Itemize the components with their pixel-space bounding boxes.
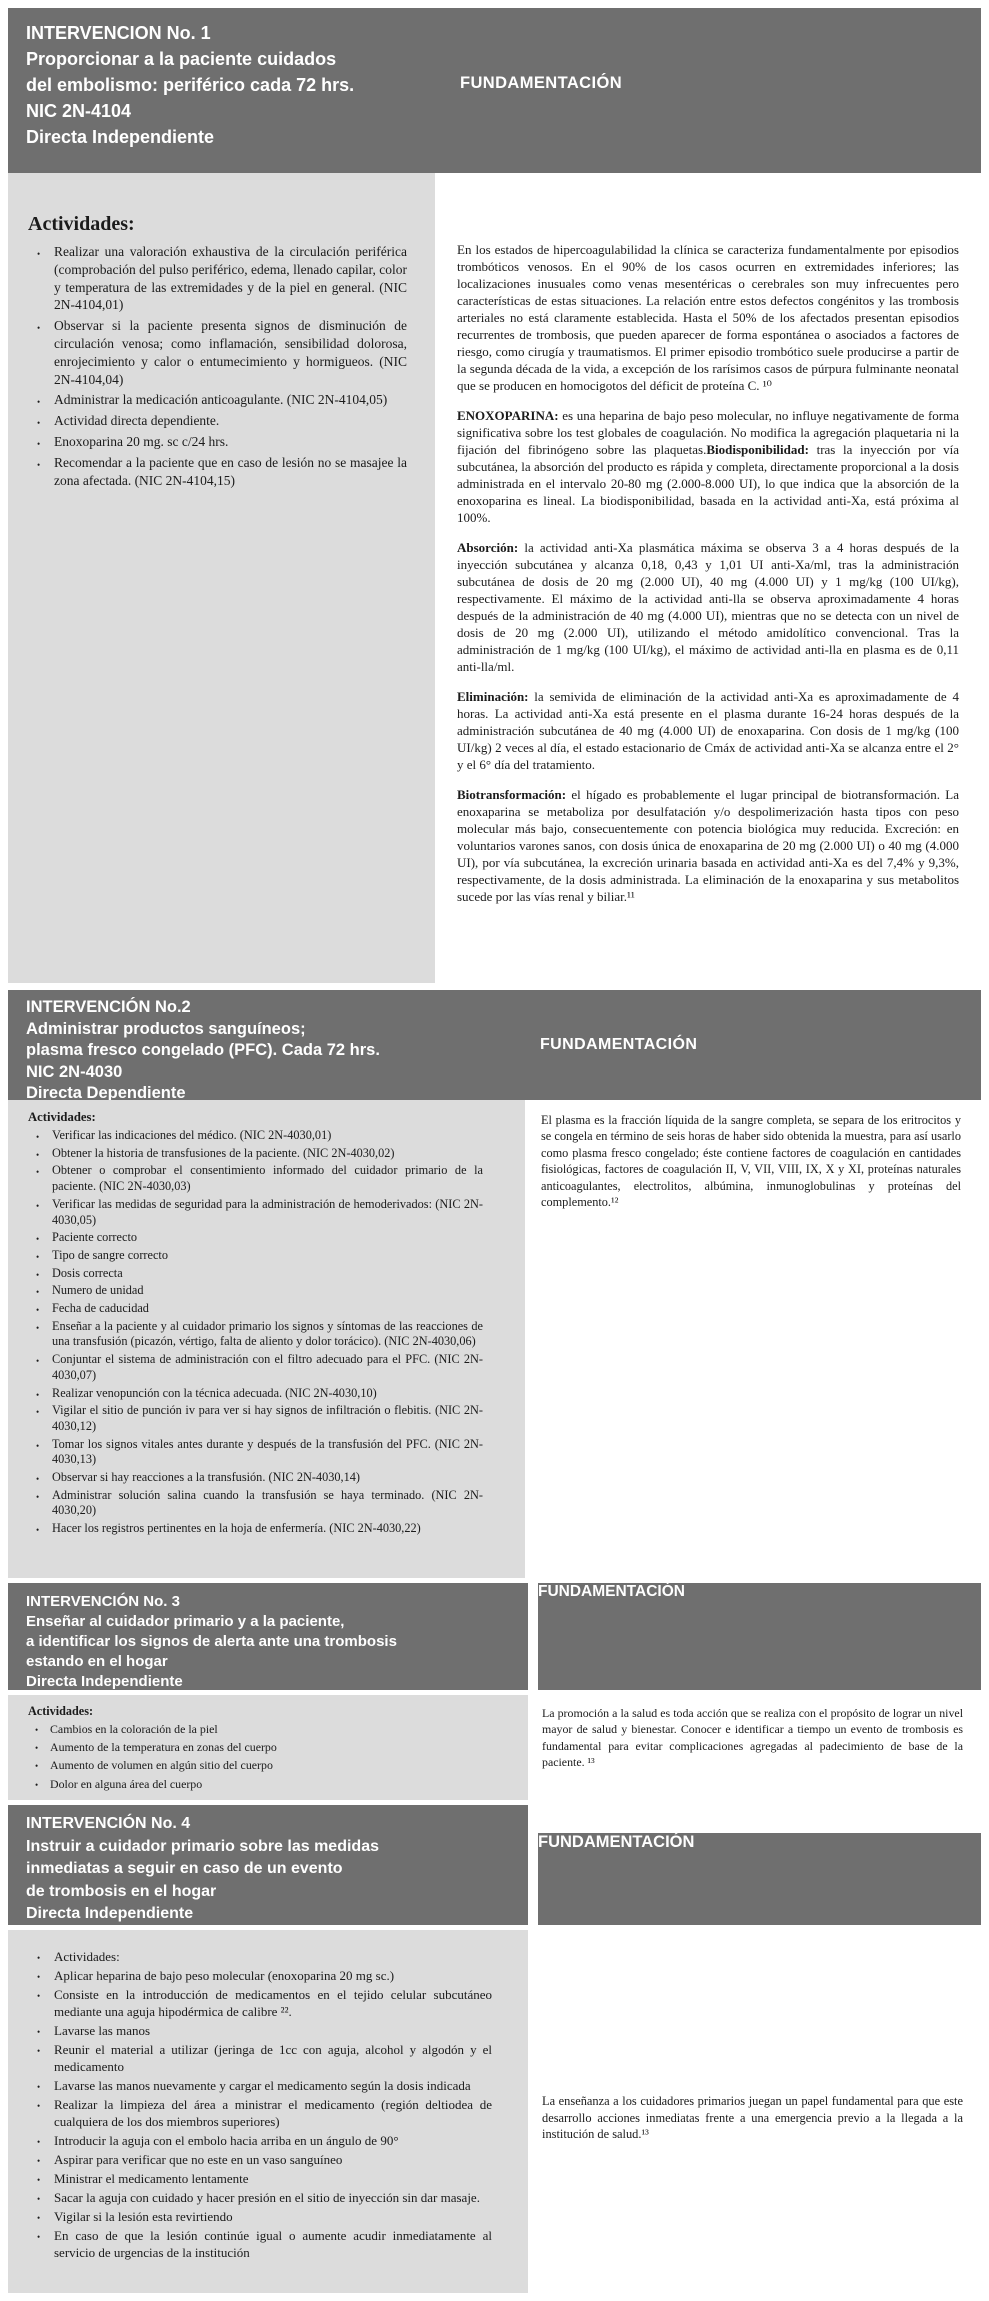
intervention-title-line: Instruir a cuidador primario sobre las medidas xyxy=(26,1837,379,1855)
intervention-title-line: estando en el hogar xyxy=(26,1653,168,1670)
intervention-title-line: Directa Independiente xyxy=(26,1673,183,1690)
activity-item: • Tomar los signos vitales antes durante y después de la transfusión del PFC. (NIC 2N-4030,13) xyxy=(28,1437,483,1468)
intervention-title-line: INTERVENCION No. 1 xyxy=(26,23,211,43)
activities-panel-2 xyxy=(8,1100,525,1578)
fundamentacion-label-2: FUNDAMENTACIÓN xyxy=(540,1036,698,1053)
activities-heading-1: Actividades: xyxy=(28,213,135,235)
fundamentacion-paragraph: ENOXOPARINA: es una heparina de bajo peso molecular, no influye negativamente de forma significativa sobre los test globales de coagulación. No modifica la agregación plaquetaria ni la fijación del fibrinógeno sobre las plaquetas.Biodisponibilidad: tras la inyección por vía subcutánea, la absorción del producto es rápida y completa, directamente proporcional a la dosis administrada en el intervalo 20-80 mg (2.000-8.000 UI), lo que indica que la absorción de la enoxoparina es lineal. La biodisponibilidad, basada en la actividad anti-Xa, está próxima al 100%. xyxy=(457,408,959,525)
intervention-2-header xyxy=(8,990,981,1100)
activity-item: • Recomendar a la paciente que en caso de lesión no se masajee la zona afectada. (NIC 2N-4104,15) xyxy=(28,454,407,490)
activity-item: • Observar si hay reacciones a la transfusión. (NIC 2N-4030,14) xyxy=(28,1470,483,1486)
activity-item: • Lavarse las manos nuevamente y cargar el medicamento según la dosis indicada xyxy=(28,2077,492,2094)
activity-item: • Numero de unidad xyxy=(28,1283,483,1299)
intervention-title-line: NIC 2N-4104 xyxy=(26,101,132,121)
fundamentacion-paragraph: En los estados de hipercoagulabilidad la clínica se caracteriza fundamentalmente por episodios trombóticos venosos. En el 90% de los casos ocurren en extremidades inferiores; las localizaciones inusuales como venas mesentéricas o cerebrales son muy infrecuentes pero características de estas situaciones. La relación entre estos defectos congénitos y las trombosis arteriales no está claramente establecida. Hasta el 50% de los afectados presentan episodios recurrentes de trombosis, que pueden aparecer de forma espontánea o asociados a factores de riesgo, como cirugía y traumatismos. El primer episodio trombótico suele producirse a partir de la segunda década de la vida, a excepción de los rarísimos casos de púrpura fulminante neonatal que se producen en homocigotos del déficit de proteína C. ¹⁰ xyxy=(457,242,959,393)
activity-item: • Administrar solución salina cuando la transfusión se haya terminado. (NIC 2N-4030,20) xyxy=(28,1488,483,1519)
fundamentacion-panel-1 xyxy=(435,173,981,983)
activity-item: • Ministrar el medicamento lentamente xyxy=(28,2170,492,2187)
intervention-title-line: Directa Independiente xyxy=(26,1905,194,1922)
activities-panel-1 xyxy=(8,173,435,983)
intervention-4-header xyxy=(8,1805,981,1925)
activity-item: • Vigilar el sitio de punción iv para ver si hay signos de infiltración o flebitis. (NIC 2N-4030,12) xyxy=(28,1403,483,1434)
activity-item: • Realizar venopunción con la técnica adecuada. (NIC 2N-4030,10) xyxy=(28,1386,483,1402)
intervention-1-title xyxy=(26,20,354,150)
activity-item: • Aplicar heparina de bajo peso molecular (enoxoparina 20 mg sc.) xyxy=(28,1967,492,1984)
activity-item: • Verificar las indicaciones del médico. (NIC 2N-4030,01) xyxy=(28,1128,483,1144)
activity-item: • Hacer los registros pertinentes en la hoja de enfermería. (NIC 2N-4030,22) xyxy=(28,1521,483,1537)
intervention-title-line: Administrar productos sanguíneos; xyxy=(26,1019,306,1038)
activity-item: • Introducir la aguja con el embolo hacia arriba en un ángulo de 90° xyxy=(28,2132,492,2149)
activity-item: • Vigilar si la lesión esta revirtiendo xyxy=(28,2208,492,2225)
activity-item: • Obtener la historia de transfusiones de la paciente. (NIC 2N-4030,02) xyxy=(28,1146,483,1162)
activity-item: • Actividad directa dependiente. xyxy=(28,412,407,430)
activity-item: • Consiste en la introducción de medicamentos en el tejido celular subcutáneo mediante una aguja hipodérmica de calibre ²². xyxy=(28,1986,492,2020)
intervention-4-title-box xyxy=(8,1805,528,1925)
activities-panel-3 xyxy=(8,1695,528,1800)
activity-item: • Enseñar a la paciente y al cuidador primario los signos y síntomas de las reacciones de una transfusión (picazón, vértigo, falta de aliento y dolor torácico). (NIC 2N-4030,06) xyxy=(28,1319,483,1350)
fundamentacion-panel-3 xyxy=(528,1695,981,1800)
fundamentacion-paragraph: La promoción a la salud es toda acción que se realiza con el propósito de lograr un nivel mayor de salud y bienestar. Conocer e identificar a tiempo un evento de trombosis es fundamental para evitar complicaciones agregadas al padecimiento de base de la paciente. ¹³ xyxy=(542,1706,963,1769)
intervention-title-line: del embolismo: periférico cada 72 hrs. xyxy=(26,75,355,95)
intervention-title-line: inmediatas a seguir en caso de un evento xyxy=(26,1860,343,1877)
activities-list-2 xyxy=(28,1128,483,1537)
intervention-4-body xyxy=(8,1930,981,2293)
activity-item: • Aumento de la temperatura en zonas del cuerpo xyxy=(28,1740,486,1755)
activity-item: • Observar si la paciente presenta signos de disminución de circulación venosa; como inflamación, sensibilidad dolorosa, enrojecimiento y calor o entumecimiento y hormigueos. (NIC 2N-4104,04) xyxy=(28,317,407,388)
fundamentacion-paragraph: Eliminación: la semivida de eliminación de la actividad anti-Xa es aproximadamente de 4 horas. La actividad anti-Xa está presente en el plasma durante 16-24 horas después de la administración subcutánea de 40 mg (4.000 UI) de enoxaparina. Con dosis de 1 mg/kg (100 UI/kg) 2 veces al día, el estado estacionario de Cmáx de actividad anti-Xa se alcanza entre el 2° y el 6° día del tratamiento. xyxy=(457,689,959,772)
activity-item: • Paciente correcto xyxy=(28,1230,483,1246)
intervention-3-body xyxy=(8,1695,981,1800)
section-divider xyxy=(8,983,981,990)
fundamentacion-label-4: FUNDAMENTACIÓN xyxy=(538,1833,695,1851)
fundamentacion-paragraph: Absorción: la actividad anti-Xa plasmática máxima se observa 3 a 4 horas después de la inyección subcutánea y alcanza 0,18, 0,43 y 1,01 UI anti-Xa/ml, tras la administración subcutánea de dosis de 20 mg (2.000 UI), 40 mg (4.000 UI) y 1 mg/kg (100 UI/kg), respectivamente. El máximo de la actividad anti-lla se observa aproximadamente 4 horas después de la administración de 40 mg (4.000 UI), mientras que no se detecta con un nivel de dosis de 20 mg (2.000 UI), utilizando el método amidolítico convencional. Tras la administración de 1 mg/kg (100 UI/kg), el máximo de actividad anti-lla en plasma es de 0,11 anti-lla/ml. xyxy=(457,540,959,674)
intervention-title-line: Enseñar al cuidador primario y a la paciente, xyxy=(26,1613,345,1630)
fundamentacion-paragraph: Biotransformación: el hígado es probablemente el lugar principal de biotransformación. La enoxaparina se metaboliza por desulfatación y/o despolimerización hasta tipos con peso molecular más bajo, consecuentemente con potencia biológica muy reducida. Excreción: en voluntarios varones sanos, con dosis única de enoxaparina de 20 mg (2.000 UI) o 40 mg (4.000 UI), por vía subcutánea, la excreción urinaria basada en actividad anti-Xa es del 7,4% y 9,3%, respectivamente, de la dosis administrada. La eliminación de la enoxaparina y sus metabolitos sucede por las vías renal y biliar.¹¹ xyxy=(457,787,959,904)
intervention-title-line: NIC 2N-4030 xyxy=(26,1062,123,1081)
activity-item: • Fecha de caducidad xyxy=(28,1301,483,1317)
fundamentacion-panel-4 xyxy=(528,1930,981,2293)
activity-item: • Verificar las medidas de seguridad para la administración de hemoderivados: (NIC 2N-4030,05) xyxy=(28,1197,483,1228)
intervention-1-header xyxy=(8,8,981,173)
intervention-4-title xyxy=(26,1813,379,1925)
activity-item: • Sacar la aguja con cuidado y hacer presión en el sitio de inyección sin dar masaje. xyxy=(28,2189,492,2206)
intervention-title-line: INTERVENCIÓN No. 3 xyxy=(26,1593,180,1610)
activity-item: • En caso de que la lesión continúe igual o aumente acudir inmediatamente al servicio de urgencias de la institución xyxy=(28,2227,492,2261)
activity-item: • Aumento de volumen en algún sitio del cuerpo xyxy=(28,1758,486,1773)
intervention-3-title xyxy=(26,1592,397,1690)
intervention-title-line: plasma fresco congelado (PFC). Cada 72 hrs. xyxy=(26,1041,380,1059)
activity-item: • Lavarse las manos xyxy=(28,2022,492,2039)
intervention-3-header xyxy=(8,1583,981,1690)
intervention-2-title xyxy=(26,997,380,1100)
activity-item: • Obtener o comprobar el consentimiento informado del cuidador primario de la paciente. (NIC 2N-4030,03) xyxy=(28,1163,483,1194)
fundamentacion-paragraph: El plasma es la fracción líquida de la sangre completa, se separa de los eritrocitos y se congela en término de seis horas de haber sido obtenida la muestra, para así usarlo como plasma fresco congelado; éste contiene factores de coagulación en cantidades fisiológicas, factores de coagulación II, V, VII, VIII, IX, X y XI, proteínas naturales anticoagulantes, electrolitos, albúmina, inmunoglobulinas y proteínas del complemento.¹² xyxy=(541,1113,961,1210)
intervention-2-body xyxy=(8,1100,981,1578)
intervention-3-title-box xyxy=(8,1583,528,1690)
activities-list-3 xyxy=(28,1722,486,1792)
fundamentacion-panel-2 xyxy=(525,1100,981,1578)
fundamentacion-box-4 xyxy=(538,1833,981,1925)
activity-item: • Enoxoparina 20 mg. sc c/24 hrs. xyxy=(28,433,407,451)
intervention-title-line: a identificar los signos de alerta ante una trombosis xyxy=(26,1633,397,1650)
activity-item: • Cambios en la coloración de la piel xyxy=(28,1722,486,1737)
intervention-title-line: INTERVENCIÓN No. 4 xyxy=(26,1815,191,1832)
fundamentacion-label-3: FUNDAMENTACIÓN xyxy=(538,1583,685,1600)
activities-list-1 xyxy=(28,243,407,489)
activity-item: • Administrar la medicación anticoagulante. (NIC 2N-4104,05) xyxy=(28,391,407,409)
activity-item: • Dolor en alguna área del cuerpo xyxy=(28,1777,486,1792)
fundamentacion-box-3 xyxy=(538,1583,981,1690)
activity-item: • Actividades: xyxy=(28,1948,492,1965)
intervention-title-line: Directa Independiente xyxy=(26,127,215,147)
intervention-title-line: Directa Dependiente xyxy=(26,1084,186,1100)
activities-heading-2: Actividades: xyxy=(28,1110,96,1124)
intervention-title-line: Proporcionar a la paciente cuidados xyxy=(26,49,337,69)
activity-item: • Conjuntar el sistema de administración con el filtro adecuado para el PFC. (NIC 2N-4030,07) xyxy=(28,1352,483,1383)
activity-item: • Realizar una valoración exhaustiva de la circulación periférica (comprobación del pulso periférico, edema, llenado capilar, color y temperatura de las extremidades y de la piel en general. (NIC 2N-4104,01) xyxy=(28,243,407,314)
intervention-title-line: INTERVENCIÓN No.2 xyxy=(26,998,191,1016)
activity-item: • Dosis correcta xyxy=(28,1266,483,1282)
fundamentacion-label-1: FUNDAMENTACIÓN xyxy=(460,74,623,92)
activities-heading-3: Actividades: xyxy=(28,1704,93,1718)
activity-item: • Tipo de sangre correcto xyxy=(28,1248,483,1264)
activity-item: • Realizar la limpieza del área a ministrar el medicamento (región deltiodea de cualquiera de los dos miembros superiores) xyxy=(28,2096,492,2130)
activities-panel-4 xyxy=(8,1930,528,2293)
activity-item: • Aspirar para verificar que no este en un vaso sanguíneo xyxy=(28,2151,492,2168)
intervention-1-body xyxy=(8,173,981,983)
fundamentacion-paragraph: La enseñanza a los cuidadores primarios juegan un papel fundamental para que este desarrollo acciones inmediatas frente a una emergencia previo a la llegada a la institución de salud.¹³ xyxy=(542,2094,963,2142)
activity-item: • Reunir el material a utilizar (jeringa de 1cc con aguja, alcohol y algodón y el medicamento xyxy=(28,2041,492,2075)
activities-list-4 xyxy=(28,1948,492,2261)
intervention-title-line: de trombosis en el hogar xyxy=(26,1882,217,1900)
